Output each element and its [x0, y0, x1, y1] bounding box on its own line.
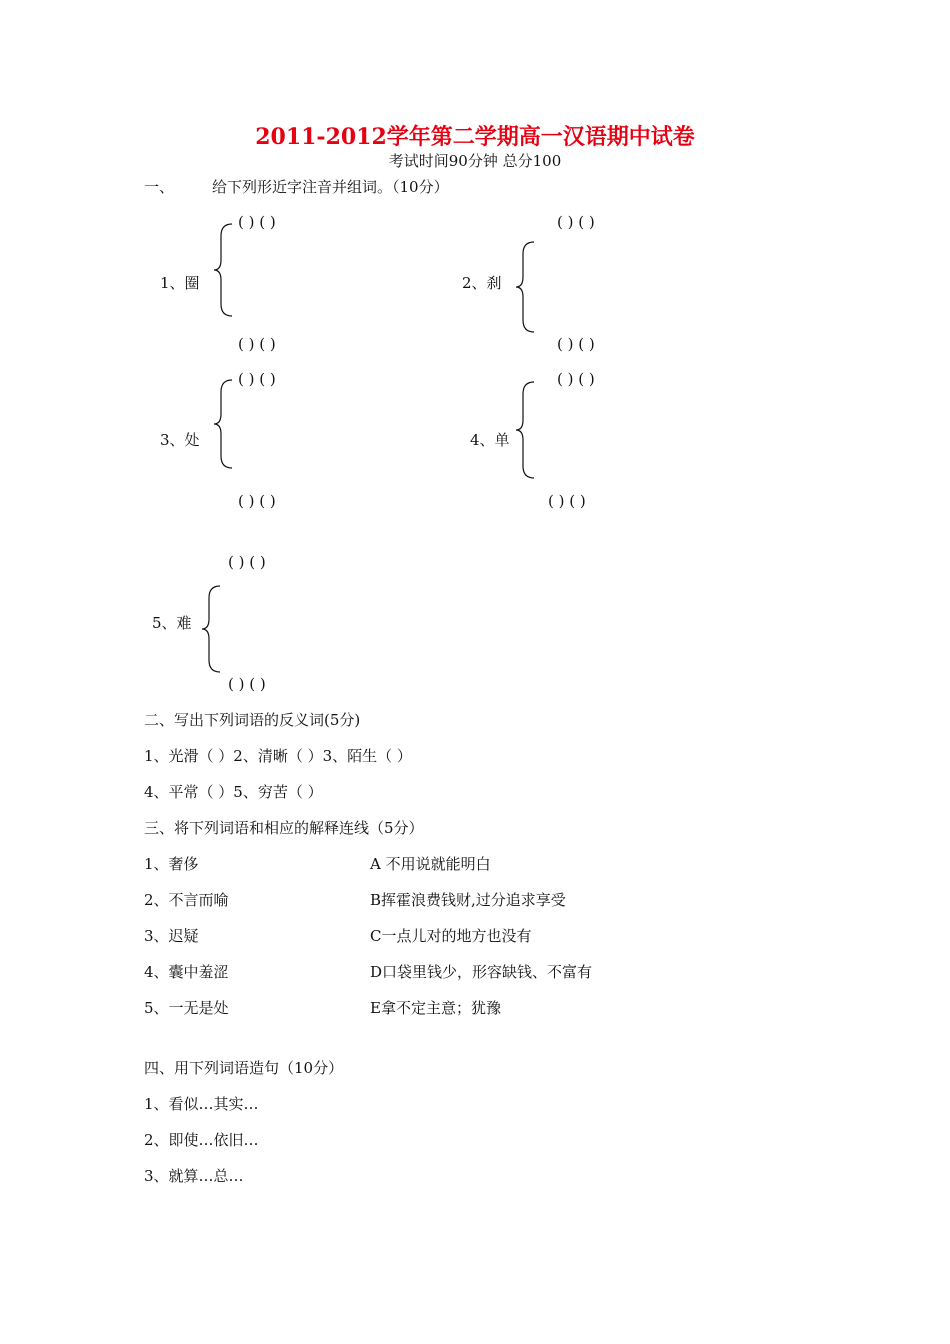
match-meaning[interactable]: A 不用说就能明白 [370, 855, 491, 873]
answer-blank-pair[interactable]: ( ) ( ) [557, 335, 595, 353]
char-label: 3、处 [160, 431, 200, 449]
match-word[interactable]: 5、一无是处 [144, 999, 229, 1017]
match-word[interactable]: 1、奢侈 [144, 855, 199, 873]
left-brace [514, 240, 538, 334]
section2-heading: 二、写出下列词语的反义词(5分) [144, 711, 361, 729]
section3-heading: 三、将下列词语和相应的解释连线（5分） [144, 819, 424, 837]
answer-blank-pair[interactable]: ( ) ( ) [228, 675, 266, 693]
match-meaning[interactable]: E拿不定主意；犹豫 [370, 999, 501, 1017]
left-brace [200, 584, 224, 674]
section1-number: 一、 [144, 178, 175, 196]
answer-blank-pair[interactable]: ( ) ( ) [548, 492, 586, 510]
match-word[interactable]: 2、不言而喻 [144, 891, 229, 909]
char-label: 5、难 [152, 614, 192, 632]
char-label: 1、圈 [160, 274, 200, 292]
left-brace [514, 380, 538, 480]
antonym-line[interactable]: 4、平常（ ）5、穷苦（ ） [144, 783, 323, 801]
match-meaning[interactable]: B挥霍浪费钱财,过分追求享受 [370, 891, 566, 909]
antonym-line[interactable]: 1、光滑（ ）2、清晰（ ）3、陌生（ ） [144, 747, 412, 765]
match-word[interactable]: 4、囊中羞涩 [144, 963, 229, 981]
left-brace [212, 222, 236, 318]
section1-heading: 给下列形近字注音并组词。（10分） [212, 178, 449, 196]
answer-blank-pair[interactable]: ( ) ( ) [238, 492, 276, 510]
char-label: 2、刹 [462, 274, 502, 292]
sentence-item[interactable]: 1、看似…其实… [144, 1095, 259, 1113]
answer-blank-pair[interactable]: ( ) ( ) [557, 370, 595, 388]
match-meaning[interactable]: C一点儿对的地方也没有 [370, 927, 532, 945]
char-label: 4、单 [470, 431, 510, 449]
left-brace [212, 378, 236, 470]
match-word[interactable]: 3、迟疑 [144, 927, 199, 945]
sentence-item[interactable]: 3、就算…总… [144, 1167, 244, 1185]
answer-blank-pair[interactable]: ( ) ( ) [238, 213, 276, 231]
exam-title: 2011-2012学年第二学期高一汉语期中试卷 [255, 124, 695, 150]
answer-blank-pair[interactable]: ( ) ( ) [228, 553, 266, 571]
section4-heading: 四、用下列词语造句（10分） [144, 1059, 344, 1077]
sentence-item[interactable]: 2、即使…依旧… [144, 1131, 259, 1149]
exam-subtitle: 考试时间90分钟 总分100 [388, 152, 562, 170]
answer-blank-pair[interactable]: ( ) ( ) [557, 213, 595, 231]
answer-blank-pair[interactable]: ( ) ( ) [238, 370, 276, 388]
match-meaning[interactable]: D口袋里钱少，形容缺钱、不富有 [370, 963, 593, 981]
answer-blank-pair[interactable]: ( ) ( ) [238, 335, 276, 353]
